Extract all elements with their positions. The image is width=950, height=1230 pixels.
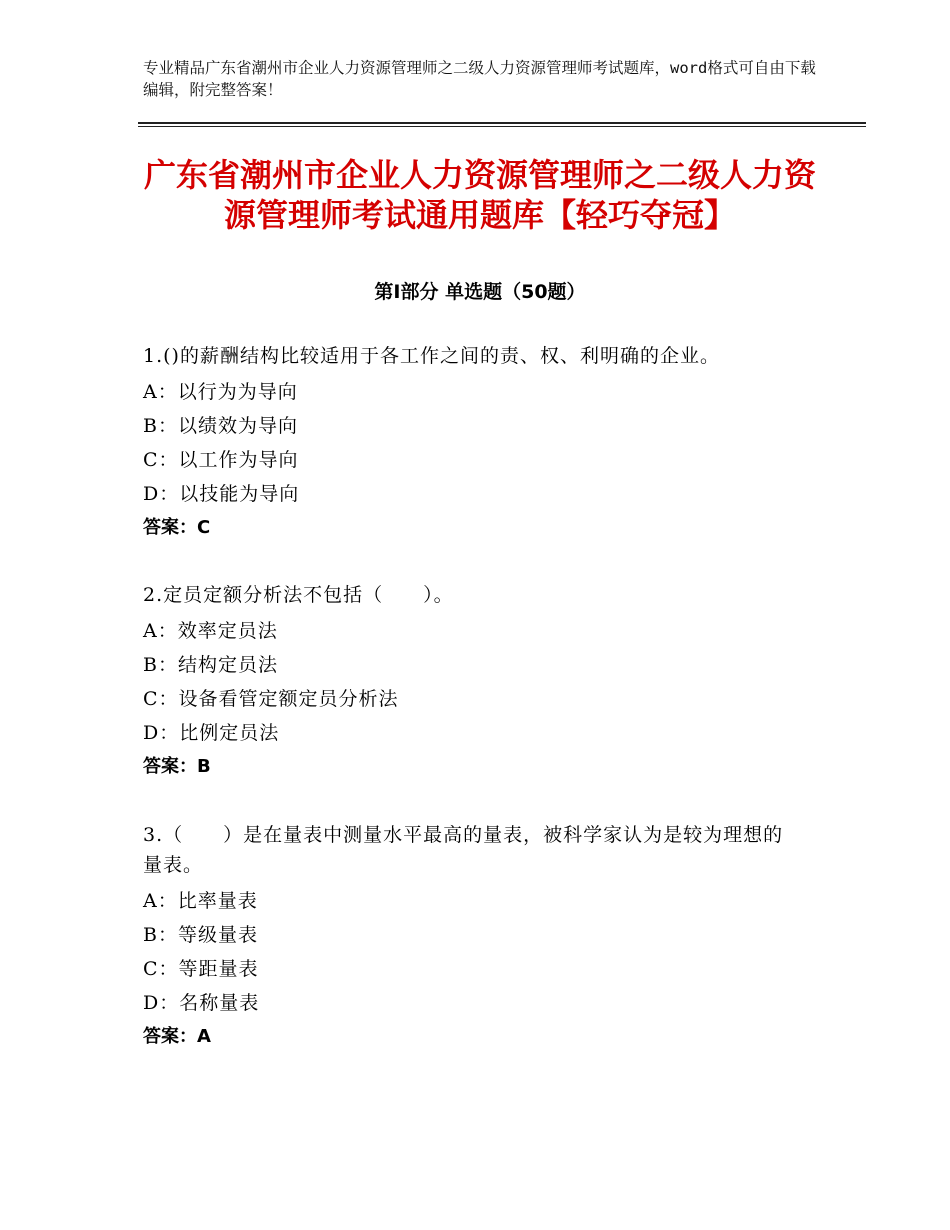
option-a: A：比率量表 [143, 890, 258, 912]
question-2 [143, 580, 803, 784]
option-b: B：等级量表 [143, 924, 258, 946]
question-stem: 3.（ ）是在量表中测量水平最高的量表，被科学家认为是较为理想的量表。 [143, 824, 784, 876]
option-c: C：以工作为导向 [143, 449, 299, 471]
question-stem: 2.定员定额分析法不包括（ ）。 [143, 584, 454, 606]
option-c: C：设备看管定额定员分析法 [143, 688, 399, 710]
section-heading: 第Ⅰ部分 单选题（50题） [374, 281, 586, 303]
option-c: C：等距量表 [143, 958, 259, 980]
question-3 [143, 820, 803, 1054]
answer: 答案：A [143, 1026, 211, 1047]
header-note: 专业精品广东省潮州市企业人力资源管理师之二级人力资源管理师考试题库，word格式可自由下载编辑，附完整答案！ [143, 59, 816, 99]
option-d: D：以技能为导向 [143, 483, 300, 505]
document-title: 广东省潮州市企业人力资源管理师之二级人力资源管理师考试通用题库【轻巧夺冠】 [143, 156, 816, 234]
header-rule-thin [138, 126, 866, 127]
option-d: D：名称量表 [143, 992, 260, 1014]
answer: 答案：B [143, 756, 211, 777]
option-b: B：以绩效为导向 [143, 415, 298, 437]
option-d: D：比例定员法 [143, 722, 280, 744]
option-a: A：以行为为导向 [143, 381, 298, 403]
question-1 [143, 341, 803, 545]
option-b: B：结构定员法 [143, 654, 278, 676]
answer: 答案：C [143, 517, 211, 538]
option-a: A：效率定员法 [143, 620, 278, 642]
header-rule-thick [138, 122, 866, 124]
question-stem: 1.()的薪酬结构比较适用于各工作之间的责、权、利明确的企业。 [143, 345, 720, 367]
